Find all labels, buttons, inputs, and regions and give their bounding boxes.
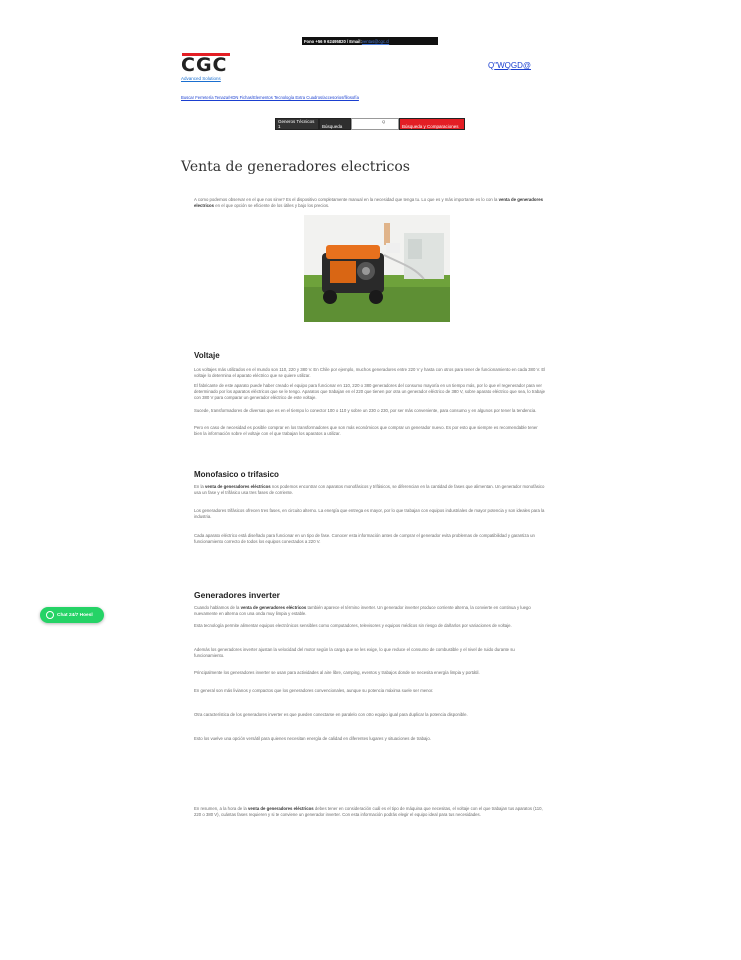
search-input[interactable] [351, 118, 399, 130]
inverter-p4: Principalmente los generadores inverter se usan para actividades al aire libre, camping, eventos y trabajos donde se necesita energía limpia y portátil. [194, 670, 480, 675]
inverter-p5: En general son más livianos y compactos que los generadores convencionales, aunque su potencia máxima suele ser menor. [194, 688, 434, 693]
logo-text: CGC [181, 54, 228, 76]
search-button[interactable]: Búsqueda y Comparaciones [399, 118, 465, 130]
inverter-p3: Además los generadores inverter ajustan la velocidad del motor según la carga que se les exige, lo que reduce el consumo de combustible y el nivel de ruido durante su funcionamiento. [194, 647, 515, 658]
voltaje-p3: Sucede, transformadores de diversas que es en el tiempo lo conector 100 o 110 y sobre un 230 o 230, por ser más conveniente, para consumo y en algunos por tener la tendencia. [194, 408, 537, 413]
header-link-text[interactable]: "WQGD@ [494, 61, 531, 70]
monofasico-p3: Cada aparato eléctrico está diseñado para funcionar en un tipo de fase. Conocer esta información antes de comprar el generador evita problemas de compatibilidad y garantiza un funcionamiento correcto de todos los equipos conectados a 220 V. [194, 533, 535, 544]
contact-text: Fono +56 9 62495820 / Email: [304, 38, 362, 44]
category-select[interactable]: Generos Técnicos 1 [275, 118, 319, 130]
conclusion-text-a: En resumen, a la hora de la [194, 806, 247, 811]
whatsapp-icon [46, 611, 54, 619]
header-link-prefix: Q [488, 61, 495, 70]
inverter-p2: Esta tecnología permite alimentar equipos electrónicos sensibles como computadores, televisores y equipos médicos sin riesgo de dañarlos por variaciones de voltaje. [194, 623, 512, 628]
generator-photo [304, 215, 450, 322]
monofasico-p2: Los generadores trifásicos ofrecen tres fases, en circuito alterno. La energía que entrega es mayor, por lo que trabajan con equipos industriales de mayor potencia y son ideales para la industria. [194, 508, 545, 519]
inverter-p7: Esto los vuelve una opción versátil para quienes necesitan energía de calidad en diferentes lugares y situaciones de trabajo. [194, 736, 431, 741]
conclusion-bold: venta de generadores eléctricos [248, 806, 314, 811]
inverter-p1-lead: Cuando hablamos de la [194, 605, 240, 610]
intro-text-b: en el que opción se eficiente de los útiles y bajo los precios. [215, 203, 330, 208]
inverter-p1 [194, 605, 546, 617]
inverter-heading: Generadores inverter [194, 590, 280, 600]
logo[interactable] [181, 53, 233, 83]
search-input-value: Q [382, 119, 386, 124]
intro-paragraph [194, 197, 546, 209]
whatsapp-chat-button[interactable] [40, 607, 104, 623]
conclusion-text-b: debes tener en consideración cuál es el tipo de máquina que necesitas, el voltaje con el que trabajan tus aparatos (110, 220 o 380 V), cuántas fases requieren y si te conviene un generador inverter. Con esta información podrás elegir el equipo ideal para tus necesidades. [194, 806, 543, 817]
email-link[interactable]: ventas@cgc.cl [361, 38, 390, 44]
logo-subtitle[interactable]: Advanced Solutions [181, 76, 221, 81]
inverter-p1-bold: venta de generadores eléctricos [240, 605, 307, 610]
main-nav[interactable]: Buscar Ferretería Tenaza/HDN Fichas/Elementos Tecnología Extra Cuadros/accesorios/filosofía [181, 95, 359, 100]
monofasico-p1-lead: En la [194, 484, 204, 489]
monofasico-p1-rest: nos podemos encontrar con aparatos monofásicos y trifásicos, se diferencian en la cantidad de fases que alimentan. Un generador monofásico usa un fase y el trifásico usa tres fases de corriente. [194, 484, 545, 495]
monofasico-p1-bold: venta de generadores eléctricos [205, 484, 271, 489]
voltaje-p4: Pero en caso de necesidad es posible comprar en los transformadores que son más económicos que comprar un generador nuevo. Es por esto que siempre es recomendable tener bien la información sobre el voltaje con el que trabajan los aparatos a utilizar. [194, 425, 538, 436]
monofasico-heading: Monofasico o trifasico [194, 470, 279, 479]
search-bar [275, 118, 465, 130]
intro-text-a: A como podemos observar en el que nos sirve? Es el dispositivo completamente manual en la necesidad que tenga tu. Lo que es y más importante es lo con la [194, 197, 498, 202]
generator-icon [304, 215, 450, 322]
inverter-p6: Otra característica de los generadores inverter es que pueden conectarse en paralelo con otro equipo igual para duplicar la potencia disponible. [194, 712, 468, 717]
voltaje-heading: Voltaje [194, 351, 220, 360]
header-link[interactable] [488, 61, 531, 70]
conclusion-paragraph [194, 806, 546, 818]
page-title: Venta de generadores electricos [181, 159, 410, 175]
search-label: Búsqueda [319, 118, 351, 130]
top-contact-bar [302, 37, 438, 45]
whatsapp-label: Chat 24/7 Hoesl [57, 612, 93, 618]
inverter-p1-rest: también aparece el término inverter. Un generador inverter produce corriente alterna, la convierte en continua y luego nuevamente en alterna con una onda muy limpia y estable. [194, 605, 531, 616]
voltaje-p1: Los voltajes más utilizados en el mundo son 110, 220 y 380 V. En Chile por ejemplo, muchos generadores entre 220 V y hasta con otros para tener de funcionamiento en cada 380 V. El voltaje lo determina el aparato eléctrico que se quiere utilizar. [194, 367, 546, 378]
monofasico-p1 [194, 484, 546, 496]
voltaje-p2: El fabricante de este aparato puede haber creado el equipo para funcionar en 110, 220 o 380 generadores del consumo mayoría en un tiempo más, por lo que el regenerador para ver determinado por los aparatos eléctricos que se le tengo. Aparatos que trabajan en el 220 que tienen por otra un generador eléctrico de 380 V, sobre aparato eléctrico que sea, lo trabaje con 380 V para comparar un generador eléctrico de este voltaje. [194, 383, 545, 400]
intro-bold: venta de generadores electricos [194, 197, 543, 208]
